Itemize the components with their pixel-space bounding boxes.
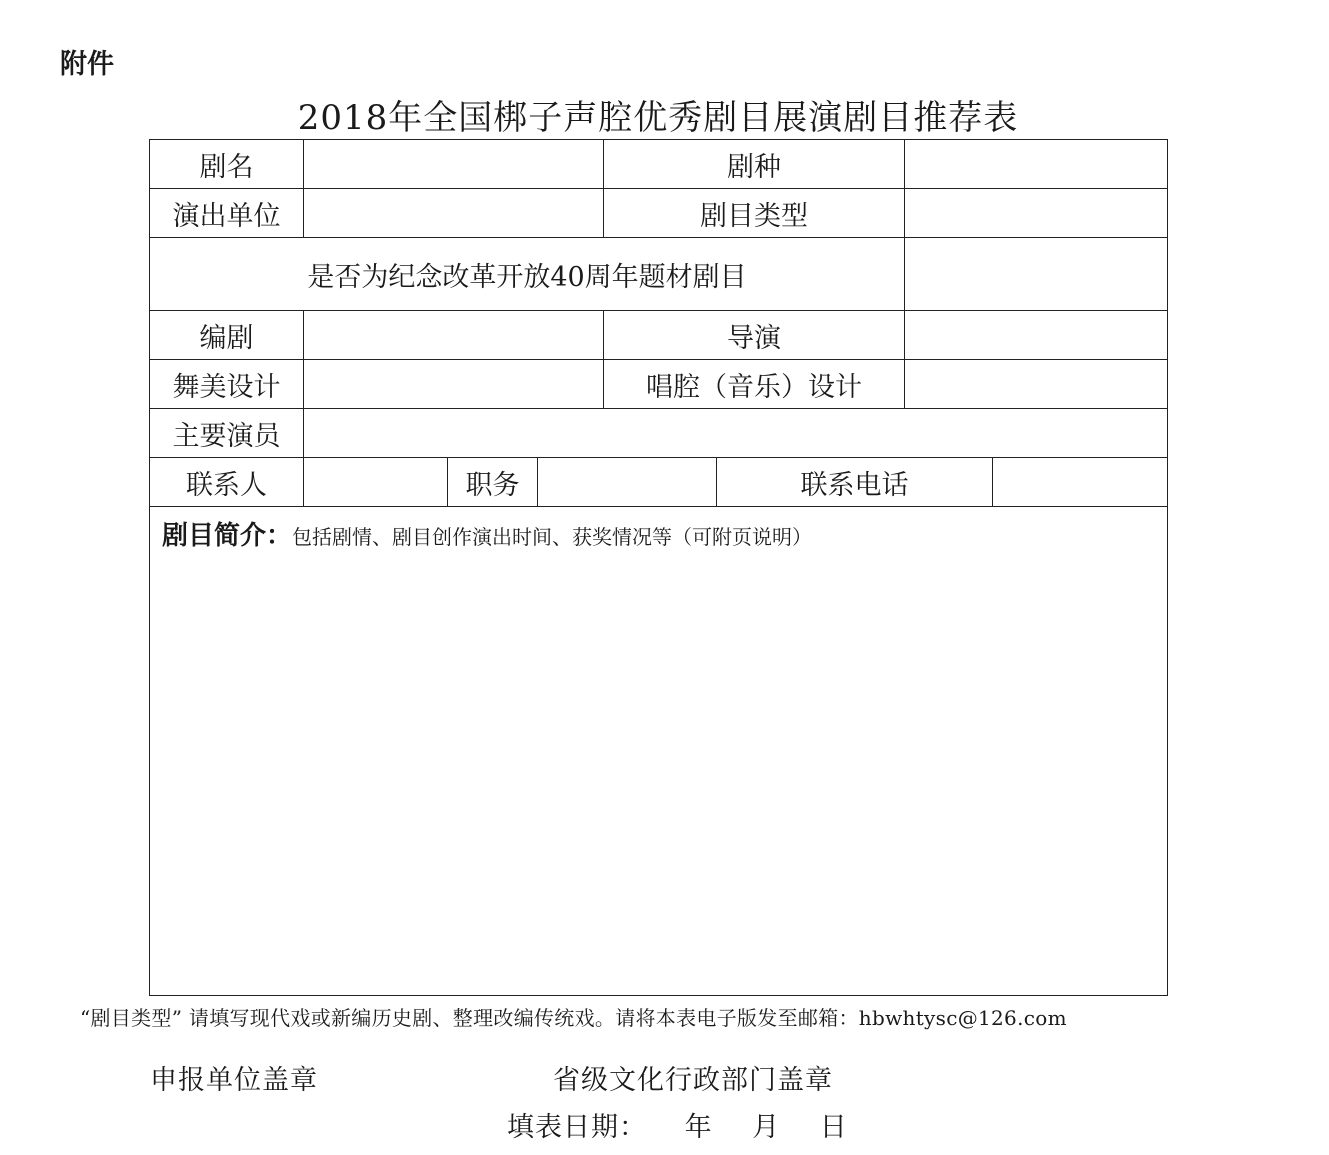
play-name-label: 剧名 xyxy=(150,140,304,189)
music-design-field[interactable] xyxy=(905,360,1168,409)
contact-person-label: 联系人 xyxy=(150,458,304,507)
form-row-synopsis xyxy=(150,507,1168,996)
playwright-label: 编剧 xyxy=(150,311,304,360)
reform-theme-question: 是否为纪念改革开放40周年题材剧目 xyxy=(150,238,905,311)
form-row-playwright xyxy=(150,311,1168,360)
form-row-play-name xyxy=(150,140,1168,189)
playwright-field[interactable] xyxy=(304,311,604,360)
synopsis-field[interactable] xyxy=(150,507,1168,996)
synopsis-hint: 包括剧情、剧目创作演出时间、获奖情况等（可附页说明） xyxy=(292,525,813,549)
synopsis-label: 剧目简介： xyxy=(162,521,293,551)
provincial-seal-label: 省级文化行政部门盖章 xyxy=(553,1065,833,1096)
footnote: “剧目类型” 请填写现代戏或新编历史剧、整理改编传统戏。请将本表电子版发至邮箱：hbwhtysc@126.com xyxy=(80,1006,1067,1030)
opera-genre-label: 剧种 xyxy=(604,140,905,189)
contact-person-field[interactable] xyxy=(304,458,448,507)
contact-phone-field[interactable] xyxy=(993,458,1168,507)
stage-design-field[interactable] xyxy=(304,360,604,409)
play-name-field[interactable] xyxy=(304,140,604,189)
position-field[interactable] xyxy=(538,458,717,507)
music-design-label: 唱腔（音乐）设计 xyxy=(604,360,905,409)
reform-theme-field[interactable] xyxy=(905,238,1168,311)
form-row-contact xyxy=(150,458,1168,507)
stage-design-label: 舞美设计 xyxy=(150,360,304,409)
applicant-seal-label: 申报单位盖章 xyxy=(150,1065,318,1096)
form-row-stage-design xyxy=(150,360,1168,409)
form-row-performing-unit xyxy=(150,189,1168,238)
attachment-label: 附件 xyxy=(60,49,114,80)
director-label: 导演 xyxy=(604,311,905,360)
fill-date xyxy=(507,1105,848,1144)
form-row-main-actors xyxy=(150,409,1168,458)
performing-unit-label: 演出单位 xyxy=(150,189,304,238)
main-actors-label: 主要演员 xyxy=(150,409,304,458)
recommendation-form-table xyxy=(149,139,1168,996)
performing-unit-field[interactable] xyxy=(304,189,604,238)
fill-date-month: 月 xyxy=(752,1112,781,1143)
fill-date-day: 日 xyxy=(819,1112,848,1143)
main-actors-field[interactable] xyxy=(304,409,1168,458)
position-label: 职务 xyxy=(448,458,538,507)
play-type-label: 剧目类型 xyxy=(604,189,905,238)
fill-date-year: 年 xyxy=(684,1112,713,1143)
fill-date-label: 填表日期： xyxy=(507,1112,647,1143)
play-type-field[interactable] xyxy=(905,189,1168,238)
document-title: 2018年全国梆子声腔优秀剧目展演剧目推荐表 xyxy=(297,98,1019,138)
contact-phone-label: 联系电话 xyxy=(717,458,993,507)
opera-genre-field[interactable] xyxy=(905,140,1168,189)
form-row-reform-theme xyxy=(150,238,1168,311)
director-field[interactable] xyxy=(905,311,1168,360)
